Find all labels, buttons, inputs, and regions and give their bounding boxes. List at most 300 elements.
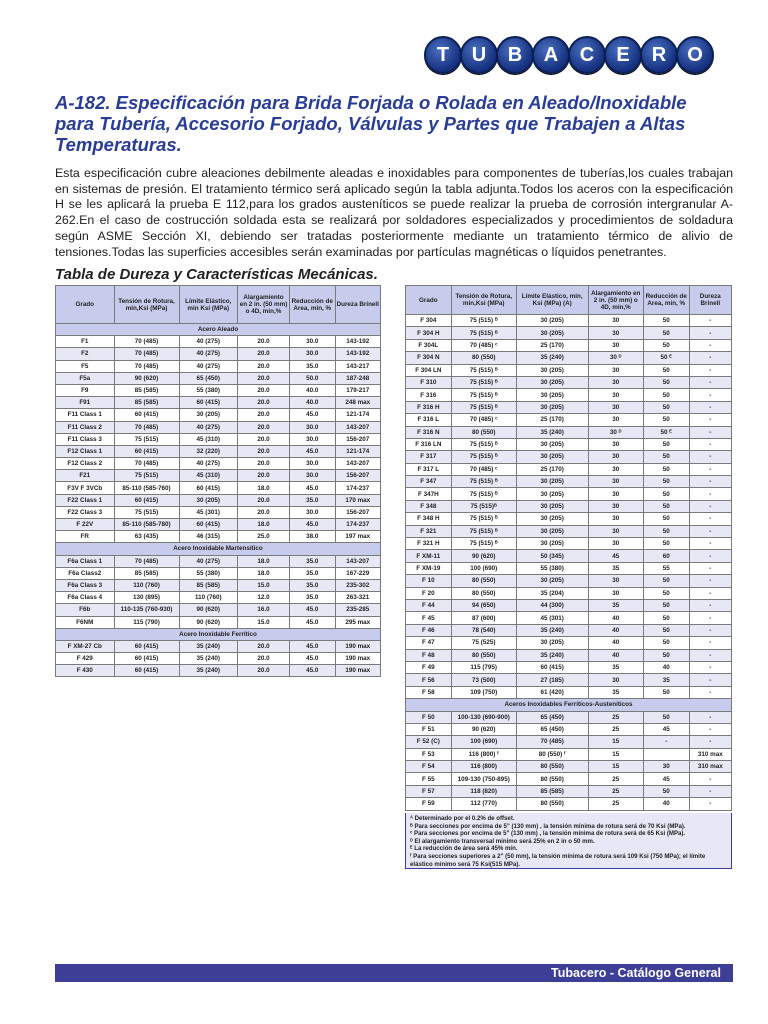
table-row xyxy=(406,686,732,698)
note-line: ᴱ La reducción de área será 45% mín. xyxy=(410,845,518,853)
table-row xyxy=(406,364,732,376)
table-cell: - xyxy=(643,736,689,748)
table-cell: 18.0 xyxy=(238,567,290,579)
table-cell: 25 (170) xyxy=(516,339,588,351)
table-cell: - xyxy=(689,599,731,611)
table-cell: F 48 xyxy=(406,649,452,661)
table-cell: 30 xyxy=(588,339,643,351)
table-row xyxy=(406,389,732,401)
table-cell: - xyxy=(689,661,731,673)
table-cell: F2 xyxy=(56,348,115,360)
table-cell: F 10 xyxy=(406,575,452,587)
table-row xyxy=(56,519,381,531)
table-cell: F 54 xyxy=(406,761,452,773)
table-cell: F 304 N xyxy=(406,352,452,364)
table-cell: 90 (620) xyxy=(179,616,238,628)
table-cell: 20.0 xyxy=(238,494,290,506)
table-cell: F 304 LN xyxy=(406,364,452,376)
table-cell: 50 xyxy=(643,686,689,698)
table-cell: 75 (515) xyxy=(114,506,179,518)
table-cell: 30 (205) xyxy=(516,500,588,512)
page-footer: Tubacero - Catálogo General xyxy=(55,964,733,982)
table-cell: 295 max xyxy=(335,616,381,628)
table-cell: 35.0 xyxy=(290,555,336,567)
table-cell: F22 Class 3 xyxy=(56,506,115,518)
table-cell: 40 (275) xyxy=(179,421,238,433)
table-cell: 85 (585) xyxy=(114,384,179,396)
table-cell: 50 xyxy=(643,785,689,797)
table-cell: 45.0 xyxy=(290,640,336,652)
table-cell: 45.0 xyxy=(290,653,336,665)
table-cell: 35 (240) xyxy=(179,665,238,677)
table-cell: - xyxy=(689,376,731,388)
table-cell: 121-174 xyxy=(335,445,381,457)
table-cell: 50 xyxy=(643,315,689,327)
intro-paragraph: Esta especificación cubre aleaciones debilmente aleadas e inoxidables para componentes de tuberías,los cuales trabajan en sistemas de presión. El tratamiento térmico será aplicado según la tabla adjunta.Todos los aceros con la especificación H se les aplicará la prueba E 112,para los grados austeníticos se puede realizar la prueba de corrosión intergranular A-262.En el caso de costrucción soldada esta se realizará por soldadores especializados y procedimientos de soldadura según ASME Sección XI, debiendo ser tratadas posteriormente mediante un tratamiento térmico de alivio de tensiones.Todas las superficies accesibles serán examinadas por partículas magnéticas o líquidos penetrantes. xyxy=(55,166,733,259)
logo-letter: R xyxy=(640,36,678,74)
table-cell: 30 (205) xyxy=(516,575,588,587)
table-cell: 85-110 (585-780) xyxy=(114,519,179,531)
table-cell: 100 (690) xyxy=(451,562,516,574)
table-cell: 35.0 xyxy=(290,360,336,372)
table-cell: 85 (585) xyxy=(114,397,179,409)
table-cell: 75 (515) ᴮ xyxy=(451,376,516,388)
table-cell: 20.0 xyxy=(238,348,290,360)
table-cell: 20.0 xyxy=(238,409,290,421)
table-cell: 30 xyxy=(588,587,643,599)
table-cell: 80 (550) xyxy=(516,798,588,810)
table-cell: - xyxy=(689,550,731,562)
table-cell: 50 xyxy=(643,476,689,488)
table-cell: 50 xyxy=(643,339,689,351)
table-cell: 30 (205) xyxy=(516,637,588,649)
table-cell: FR xyxy=(56,531,115,543)
table-cell: 50 ᴱ xyxy=(643,352,689,364)
table-cell: 32 (220) xyxy=(179,445,238,457)
table-cell: 174-237 xyxy=(335,482,381,494)
note-line: ᴰ El alargamiento transversal mínimo será 25% en 2 in o 50 mm. xyxy=(410,837,595,845)
table-cell: F 316 L xyxy=(406,414,452,426)
table-cell: 30 xyxy=(588,488,643,500)
table-cell: F 430 xyxy=(56,665,115,677)
table-cell: 50 xyxy=(643,376,689,388)
table-cell: F 22V xyxy=(56,519,115,531)
table-cell: 121-174 xyxy=(335,409,381,421)
section-header: Acero Aleado xyxy=(56,324,381,336)
table-cell: F6a Class 4 xyxy=(56,592,115,604)
table-cell: 30.0 xyxy=(290,421,336,433)
table-cell: 80 (550) xyxy=(451,426,516,438)
table-cell: 187-248 xyxy=(335,372,381,384)
logo-letter: T xyxy=(424,36,462,74)
table-cell: 50 xyxy=(643,488,689,500)
column-header: Reducción de Area, min, % xyxy=(643,286,689,315)
table-cell: 70 (485) ᶜ xyxy=(451,414,516,426)
table-cell: 25 xyxy=(588,723,643,735)
table-cell: 50 xyxy=(643,624,689,636)
table-cell: 70 (485) xyxy=(114,421,179,433)
table-cell: 50 xyxy=(643,587,689,599)
table-cell: 25 (170) xyxy=(516,414,588,426)
table-cell: 35 xyxy=(588,599,643,611)
table-cell: 60 (415) xyxy=(114,445,179,457)
column-header: Alargamiento en 2 in. (50 mm) o 4D, min,% xyxy=(588,286,643,315)
table-cell: 90 (620) xyxy=(179,604,238,616)
table-row xyxy=(406,438,732,450)
table-cell: 50 xyxy=(643,364,689,376)
table-cell: 30 xyxy=(588,438,643,450)
table-cell: 45 xyxy=(643,773,689,785)
table-cell: 174-237 xyxy=(335,519,381,531)
table-cell: 25 xyxy=(588,711,643,723)
table-row xyxy=(56,579,381,591)
table-cell: 30.0 xyxy=(290,348,336,360)
table-row xyxy=(406,798,732,810)
table-cell: 35 (240) xyxy=(516,352,588,364)
table-cell: 110 (760) xyxy=(179,592,238,604)
table-cell: 73 (500) xyxy=(451,674,516,686)
table-cell: 109-130 (750-895) xyxy=(451,773,516,785)
table-cell: 50 xyxy=(643,711,689,723)
table-cell: 130 (895) xyxy=(114,592,179,604)
table-row xyxy=(56,555,381,567)
table-cell: 60 (415) xyxy=(179,482,238,494)
table-cell: F11 Class 3 xyxy=(56,433,115,445)
table-cell: - xyxy=(689,562,731,574)
table-row xyxy=(406,414,732,426)
table-cell: 35 (240) xyxy=(516,426,588,438)
table-cell: 80 (550) xyxy=(516,773,588,785)
column-header: Límite Elástico, min Ksi (MPa) xyxy=(179,286,238,324)
table-row xyxy=(406,661,732,673)
logo-letter: U xyxy=(460,36,498,74)
table-cell: 50 xyxy=(643,389,689,401)
column-header: Grado xyxy=(406,286,452,315)
table-cell: - xyxy=(689,488,731,500)
table-cell: 25 xyxy=(588,785,643,797)
table-notes xyxy=(405,813,732,869)
table-cell: F 45 xyxy=(406,612,452,624)
table-cell: F6b xyxy=(56,604,115,616)
table-cell: 20.0 xyxy=(238,506,290,518)
table-cell: 50 ᴱ xyxy=(643,426,689,438)
table-cell: 30 xyxy=(588,315,643,327)
table-cell: 30 xyxy=(588,327,643,339)
table-cell: 75 (515) ᴮ xyxy=(451,525,516,537)
table-cell: F5 xyxy=(56,360,115,372)
table-cell: F 49 xyxy=(406,661,452,673)
table-cell: F 316 N xyxy=(406,426,452,438)
table-cell: 85 (585) xyxy=(179,579,238,591)
table-cell: 30 (205) xyxy=(516,525,588,537)
table-cell: 248 max xyxy=(335,397,381,409)
logo-letter: A xyxy=(532,36,570,74)
table-cell: 45 (310) xyxy=(179,470,238,482)
column-header: Alargamiento en 2 in. (50 mm) o 4D, min,% xyxy=(238,286,290,324)
table-cell: 50 xyxy=(643,500,689,512)
table-cell: 50 xyxy=(643,612,689,624)
table-cell: F6NM xyxy=(56,616,115,628)
table-cell: 30 xyxy=(588,389,643,401)
table-cell: 40 (275) xyxy=(179,458,238,470)
table-row xyxy=(56,445,381,457)
table-cell: 35 xyxy=(643,674,689,686)
table-cell: 143-207 xyxy=(335,555,381,567)
table-row xyxy=(406,426,732,438)
table-cell: 45 xyxy=(643,723,689,735)
table-row xyxy=(406,723,732,735)
table-cell: 30 xyxy=(588,476,643,488)
table-cell: 55 (380) xyxy=(179,384,238,396)
table-cell: 235-302 xyxy=(335,579,381,591)
table-cell: 310 max xyxy=(689,761,731,773)
logo-letter: O xyxy=(676,36,714,74)
table-cell: F 304L xyxy=(406,339,452,351)
table-cell: - xyxy=(689,773,731,785)
table-row xyxy=(56,384,381,396)
table-cell: - xyxy=(689,587,731,599)
table-cell: 30 (205) xyxy=(516,327,588,339)
table-cell: 75 (515) ᴮ xyxy=(451,401,516,413)
table-cell: F 304 H xyxy=(406,327,452,339)
table-cell: 75 (515) ᴮ xyxy=(451,513,516,525)
table-cell: F6a Class2 xyxy=(56,567,115,579)
table-cell: F XM-11 xyxy=(406,550,452,562)
table-row xyxy=(406,451,732,463)
table-cell: 40 xyxy=(588,624,643,636)
table-cell: F91 xyxy=(56,397,115,409)
table-cell: 70 (485) ᶜ xyxy=(451,339,516,351)
table-cell: - xyxy=(689,736,731,748)
table-cell: 190 max xyxy=(335,640,381,652)
table-cell: - xyxy=(689,711,731,723)
table-cell: 45.0 xyxy=(290,665,336,677)
table-row xyxy=(56,494,381,506)
logo-letter: B xyxy=(496,36,534,74)
table-cell: 35 (240) xyxy=(179,653,238,665)
table-subtitle: Tabla de Dureza y Características Mecánicas. xyxy=(55,266,378,283)
table-cell: 50 (345) xyxy=(516,550,588,562)
table-cell: - xyxy=(689,414,731,426)
table-cell: 50 xyxy=(643,513,689,525)
table-row xyxy=(406,562,732,574)
table-cell: 65 (450) xyxy=(179,372,238,384)
table-row xyxy=(56,616,381,628)
column-header: Reducción de Area, min, % xyxy=(290,286,336,324)
table-cell: 30 (205) xyxy=(179,494,238,506)
table-cell: 20.0 xyxy=(238,360,290,372)
table-cell: 35 (240) xyxy=(179,640,238,652)
table-cell: 100-130 (690-900) xyxy=(451,711,516,723)
table-cell: 35 xyxy=(588,686,643,698)
table-row xyxy=(406,785,732,797)
page-title: A-182. Especificación para Brida Forjada o Rolada en Aleado/Inoxidable para Tubería, Accesorio Forjado, Válvulas y Partes que Trabajen a Altas Temperaturas. xyxy=(55,92,687,155)
table-row xyxy=(406,513,732,525)
table-cell: 80 (550) xyxy=(451,649,516,661)
table-cell: - xyxy=(689,575,731,587)
table-cell: - xyxy=(689,327,731,339)
table-cell: 15.0 xyxy=(238,616,290,628)
table-cell: - xyxy=(689,686,731,698)
table-cell: 40 (275) xyxy=(179,360,238,372)
table-cell: - xyxy=(689,538,731,550)
table-cell: F 50 xyxy=(406,711,452,723)
table-cell: 110-135 (760-930) xyxy=(114,604,179,616)
table-cell: 50 xyxy=(643,401,689,413)
table-cell: 35.0 xyxy=(290,567,336,579)
table-cell: 100 (690) xyxy=(451,736,516,748)
table-row xyxy=(56,482,381,494)
logo-letter: C xyxy=(568,36,606,74)
table-cell: 30 xyxy=(588,451,643,463)
table-row xyxy=(56,372,381,384)
table-cell: 116 (800) xyxy=(451,761,516,773)
table-cell: 90 (620) xyxy=(451,723,516,735)
table-cell: 45 (301) xyxy=(179,506,238,518)
table-cell: 60 (415) xyxy=(114,640,179,652)
table-cell: 85 (585) xyxy=(516,785,588,797)
table-cell: 30 xyxy=(588,674,643,686)
table-cell: 18.0 xyxy=(238,555,290,567)
table-cell: F 310 xyxy=(406,376,452,388)
table-row xyxy=(406,339,732,351)
table-row xyxy=(406,488,732,500)
table-cell: 20.0 xyxy=(238,653,290,665)
table-cell: 45.0 xyxy=(290,519,336,531)
table-cell: 30 xyxy=(588,575,643,587)
table-cell: 156-207 xyxy=(335,433,381,445)
table-cell: 15.0 xyxy=(238,579,290,591)
table-cell: 78 (540) xyxy=(451,624,516,636)
table-row xyxy=(406,525,732,537)
table-cell: F6a Class 3 xyxy=(56,579,115,591)
table-cell xyxy=(643,748,689,760)
table-cell: 80 (550) xyxy=(451,575,516,587)
table-cell: 30.0 xyxy=(290,470,336,482)
table-cell: 50 xyxy=(643,575,689,587)
table-row xyxy=(406,649,732,661)
table-cell: 20.0 xyxy=(238,665,290,677)
table-cell: F 44 xyxy=(406,599,452,611)
table-cell: 60 (415) xyxy=(114,494,179,506)
table-cell: 30 (205) xyxy=(516,389,588,401)
table-cell: 109 (750) xyxy=(451,686,516,698)
table-cell: 30 xyxy=(588,525,643,537)
table-cell: 40 (275) xyxy=(179,348,238,360)
table-cell: F 347 xyxy=(406,476,452,488)
table-cell: 35.0 xyxy=(290,494,336,506)
table-row xyxy=(56,506,381,518)
table-cell: 112 (770) xyxy=(451,798,516,810)
table-row xyxy=(406,624,732,636)
table-cell: - xyxy=(689,649,731,661)
table-cell: - xyxy=(689,352,731,364)
table-cell: F12 Class 1 xyxy=(56,445,115,457)
table-cell: F 317 xyxy=(406,451,452,463)
table-cell: 50 xyxy=(643,463,689,475)
table-row xyxy=(56,397,381,409)
table-cell: 20.0 xyxy=(238,470,290,482)
table-cell: F 59 xyxy=(406,798,452,810)
table-cell: 115 (795) xyxy=(451,661,516,673)
column-header: Límite Elástico, min, Ksi (MPa) (A) xyxy=(516,286,588,315)
table-cell: 60 (415) xyxy=(114,653,179,665)
table-cell: 20.0 xyxy=(238,445,290,457)
logo-letter: E xyxy=(604,36,642,74)
table-cell: 75 (515) xyxy=(114,470,179,482)
table-cell: 87 (600) xyxy=(451,612,516,624)
table-cell: 55 xyxy=(643,562,689,574)
table-row xyxy=(56,360,381,372)
table-row xyxy=(406,550,732,562)
table-cell: 179-217 xyxy=(335,384,381,396)
column-header: Tensión de Rotura, min,Ksi (MPa) xyxy=(451,286,516,315)
table-cell: 310 max xyxy=(689,748,731,760)
table-cell: F11 Class 1 xyxy=(56,409,115,421)
table-row xyxy=(406,327,732,339)
table-row xyxy=(406,352,732,364)
table-cell: 20.0 xyxy=(238,372,290,384)
table-row xyxy=(406,575,732,587)
table-cell: 60 xyxy=(643,550,689,562)
table-cell: 20.0 xyxy=(238,640,290,652)
table-cell: 110 (760) xyxy=(114,579,179,591)
table-cell: 30 ᴰ xyxy=(588,426,643,438)
table-cell: 190 max xyxy=(335,665,381,677)
table-cell: - xyxy=(689,525,731,537)
table-row xyxy=(406,315,732,327)
table-cell: F 429 xyxy=(56,653,115,665)
table-cell: 30 (205) xyxy=(516,513,588,525)
table-cell: 30 (205) xyxy=(516,476,588,488)
table-row xyxy=(406,736,732,748)
table-cell: 35 xyxy=(588,562,643,574)
table-cell: F 348 H xyxy=(406,513,452,525)
column-header: Grado xyxy=(56,286,115,324)
table-cell: F XM-19 xyxy=(406,562,452,574)
table-cell: F 52 (C) xyxy=(406,736,452,748)
table-cell: 50.0 xyxy=(290,372,336,384)
table-cell: 75 (525) xyxy=(451,637,516,649)
table-cell: - xyxy=(689,612,731,624)
table-cell: - xyxy=(689,389,731,401)
table-cell: F6a Class 1 xyxy=(56,555,115,567)
table-row xyxy=(406,711,732,723)
table-cell: - xyxy=(689,401,731,413)
section-header: Acero Inoxidable Martensítico xyxy=(56,543,381,555)
table-cell: F9 xyxy=(56,384,115,396)
table-cell: - xyxy=(689,637,731,649)
table-cell: 40.0 xyxy=(290,384,336,396)
table-row xyxy=(406,761,732,773)
table-cell: 38.0 xyxy=(290,531,336,543)
table-cell: 50 xyxy=(643,525,689,537)
table-cell: 30 (205) xyxy=(516,401,588,413)
table-cell: 235-285 xyxy=(335,604,381,616)
table-cell: 45.0 xyxy=(290,616,336,628)
table-cell: 60 (415) xyxy=(114,665,179,677)
mechanical-properties-table-left xyxy=(55,285,381,677)
table-row xyxy=(406,538,732,550)
table-cell: 156-207 xyxy=(335,470,381,482)
table-row xyxy=(56,421,381,433)
table-cell: 15 xyxy=(588,761,643,773)
table-cell: - xyxy=(689,798,731,810)
table-cell: 40 xyxy=(643,661,689,673)
table-cell: 30 (205) xyxy=(516,438,588,450)
table-cell: F 321 H xyxy=(406,538,452,550)
table-cell: 75 (515) ᴮ xyxy=(451,389,516,401)
